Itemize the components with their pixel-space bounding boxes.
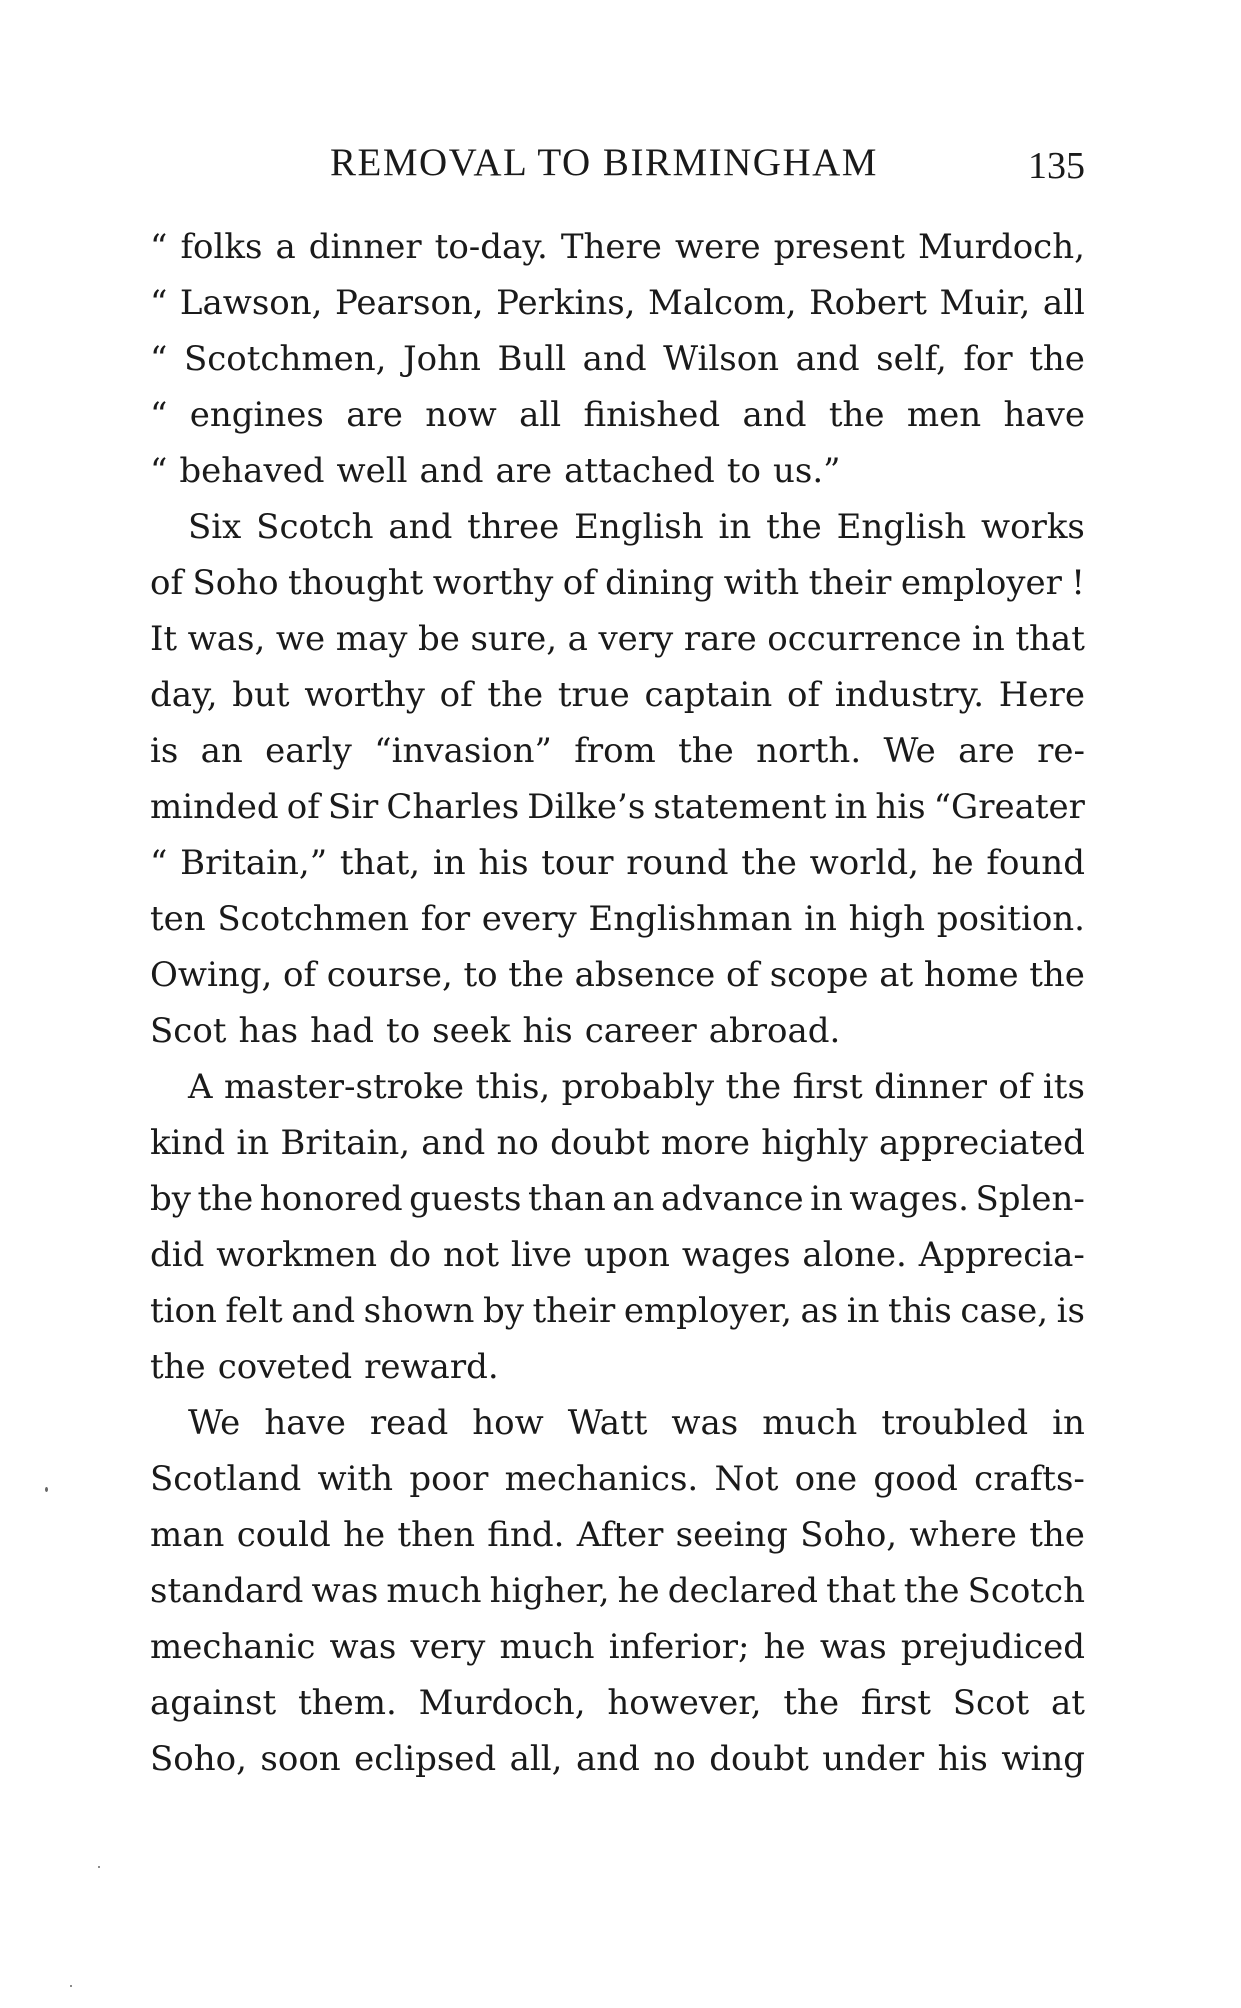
text-line: standard was much higher, he declared that the Scotch xyxy=(150,1571,1085,1611)
text-line: man could he then find. After seeing Soho, where the xyxy=(150,1515,1085,1555)
text-line: “ Lawson, Pearson, Perkins, Malcom, Robert Muir, all xyxy=(150,283,1085,323)
text-line: minded of Sir Charles Dilke’s statement in his “Greater xyxy=(150,787,1085,827)
text-line: Six Scotch and three English in the English works xyxy=(188,507,1085,547)
text-line: ten Scotchmen for every Englishman in high position. xyxy=(150,899,1085,939)
text-line: of Soho thought worthy of dining with their employer ! xyxy=(150,563,1085,603)
page-number: 135 xyxy=(1028,145,1085,187)
text-line: A master-stroke this, probably the first dinner of its xyxy=(188,1067,1085,1107)
text-line: by the honored guests than an advance in wages. Splen- xyxy=(150,1179,1085,1219)
text-line: the coveted reward. xyxy=(150,1347,499,1387)
text-line: Owing, of course, to the absence of scope at home the xyxy=(150,955,1085,995)
scan-speck xyxy=(70,1985,72,1987)
text-line: “ Britain,” that, in his tour round the world, he found xyxy=(150,843,1085,883)
text-line: kind in Britain, and no doubt more highly appreciated xyxy=(150,1123,1085,1163)
text-line: “ engines are now all finished and the men have xyxy=(150,395,1085,435)
text-line: We have read how Watt was much troubled in xyxy=(188,1403,1085,1443)
text-line: Scot has had to seek his career abroad. xyxy=(150,1011,841,1051)
text-line: tion felt and shown by their employer, as in this case, is xyxy=(150,1291,1085,1331)
text-line: It was, we may be sure, a very rare occurrence in that xyxy=(150,619,1085,659)
text-line: mechanic was very much inferior; he was prejudiced xyxy=(150,1627,1085,1667)
scan-speck xyxy=(98,1866,100,1868)
text-line: did workmen do not live upon wages alone. Apprecia- xyxy=(150,1235,1085,1275)
body-text xyxy=(150,219,1085,1787)
text-line: “ folks a dinner to-day. There were present Murdoch, xyxy=(150,227,1085,267)
text-line: Scotland with poor mechanics. Not one good crafts- xyxy=(150,1459,1085,1499)
running-title: REMOVAL TO BIRMINGHAM xyxy=(330,141,878,184)
text-line: “ behaved well and are attached to us.” xyxy=(150,451,841,491)
text-line: is an early “invasion” from the north. We are re- xyxy=(150,731,1085,771)
text-line: against them. Murdoch, however, the first Scot at xyxy=(150,1683,1085,1723)
running-head xyxy=(150,140,1085,192)
scan-speck xyxy=(45,1487,48,1492)
text-line: day, but worthy of the true captain of industry. Here xyxy=(150,675,1085,715)
text-line: “ Scotchmen, John Bull and Wilson and self, for the xyxy=(150,339,1085,379)
text-line: Soho, soon eclipsed all, and no doubt under his wing xyxy=(150,1739,1085,1779)
